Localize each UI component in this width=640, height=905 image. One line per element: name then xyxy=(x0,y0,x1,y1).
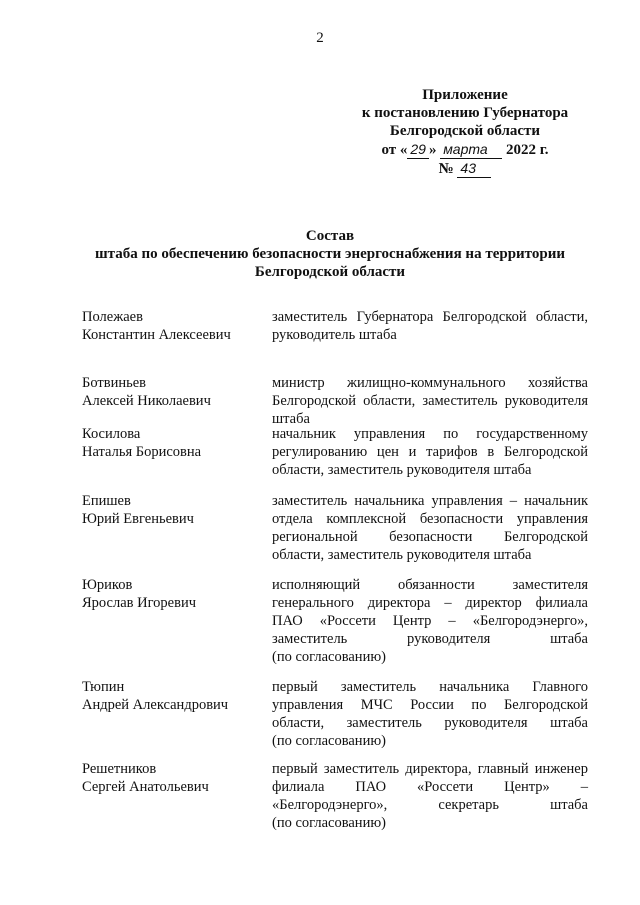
date-prefix: от « xyxy=(381,142,408,158)
member-surname: Полежаев xyxy=(82,309,143,325)
member-role-line: (по согласованию) xyxy=(272,649,386,665)
appendix-date xyxy=(350,140,580,159)
member-role xyxy=(272,425,588,479)
member-surname: Косилова xyxy=(82,426,141,442)
member-role-line: заместитель руководителя штаба xyxy=(272,631,588,647)
date-day: 29 xyxy=(407,140,429,159)
member-role-line: министр жилищно-коммунального хозяйства xyxy=(272,375,588,391)
member-role xyxy=(272,492,588,564)
member-given-name: Ярослав Игоревич xyxy=(82,595,197,611)
member-given-name: Алексей Николаевич xyxy=(82,393,211,409)
member-surname: Тюпин xyxy=(82,679,125,695)
number-value: 43 xyxy=(457,159,491,178)
member-role-line: филиала ПАО «Россети Центр» – xyxy=(272,779,588,795)
date-mid: » xyxy=(428,142,437,158)
member-role-line: (по согласованию) xyxy=(272,815,386,831)
member-role-line: (по согласованию) xyxy=(272,733,386,749)
member-role-line: региональной безопасности Белгородской xyxy=(272,529,588,545)
date-year: 2022 г. xyxy=(505,142,549,158)
member-role-line: области, заместитель руководителя штаба xyxy=(272,547,532,563)
member-surname: Ботвиньев xyxy=(82,375,146,391)
member-role-line: заместитель начальника управления – начальник xyxy=(272,493,588,509)
number-prefix: № xyxy=(438,161,454,177)
member-role-line: Белгородской области, заместитель руководителя xyxy=(272,393,588,409)
member-name xyxy=(82,425,262,461)
member-name xyxy=(82,492,262,528)
member-role-line: заместитель Губернатора Белгородской области, xyxy=(272,309,588,325)
member-role xyxy=(272,678,588,750)
member-role xyxy=(272,308,588,344)
date-month: марта xyxy=(440,140,502,159)
member-role-line: руководитель штаба xyxy=(272,327,397,343)
member-role-line: области, заместитель руководителя штаба xyxy=(272,715,588,731)
member-role-line: начальник управления по государственному xyxy=(272,426,588,442)
appendix-block xyxy=(350,86,580,178)
member-role xyxy=(272,760,588,832)
member-role-line: «Белгородэнерго», секретарь штаба xyxy=(272,797,588,813)
appendix-number xyxy=(350,159,580,178)
member-given-name: Юрий Евгеньевич xyxy=(82,511,194,527)
member-role xyxy=(272,576,588,666)
document-title xyxy=(60,227,600,281)
member-role xyxy=(272,374,588,428)
title-line-3: Белгородской области xyxy=(254,264,406,280)
member-role-line: первый заместитель директора, главный инженер xyxy=(272,761,588,777)
member-role-line: генерального директора – директор филиала xyxy=(272,595,588,611)
member-name xyxy=(82,760,262,796)
member-given-name: Наталья Борисовна xyxy=(82,444,202,460)
member-role-line: регулированию цен и тарифов в Белгородской xyxy=(272,444,588,460)
member-given-name: Андрей Александрович xyxy=(82,697,229,713)
member-given-name: Сергей Анатольевич xyxy=(82,779,209,795)
member-name xyxy=(82,374,262,410)
member-role-line: управления МЧС России по Белгородской xyxy=(272,697,588,713)
member-role-line: области, заместитель руководителя штаба xyxy=(272,462,532,478)
member-name xyxy=(82,576,262,612)
member-role-line: исполняющий обязанности заместителя xyxy=(272,577,588,593)
member-surname: Юриков xyxy=(82,577,133,593)
page-number: 2 xyxy=(316,30,324,46)
member-role-line: отдела комплексной безопасности управления xyxy=(272,511,588,527)
member-role-line: первый заместитель начальника Главного xyxy=(272,679,588,695)
appendix-heading: Приложение xyxy=(422,87,508,103)
appendix-resolution: к постановлению Губернатора xyxy=(361,105,569,121)
title-line-2: штаба по обеспечению безопасности энергоснабжения на территории xyxy=(95,246,565,262)
member-role-line: штаба xyxy=(272,411,310,427)
appendix-region: Белгородской области xyxy=(389,123,541,139)
member-given-name: Константин Алексеевич xyxy=(82,327,231,343)
member-name xyxy=(82,678,262,714)
title-line-1: Состав xyxy=(305,228,355,244)
member-surname: Решетников xyxy=(82,761,157,777)
member-name xyxy=(82,308,262,344)
member-role-line: ПАО «Россети Центр – «Белгородэнерго», xyxy=(272,613,588,629)
member-surname: Епишев xyxy=(82,493,131,509)
